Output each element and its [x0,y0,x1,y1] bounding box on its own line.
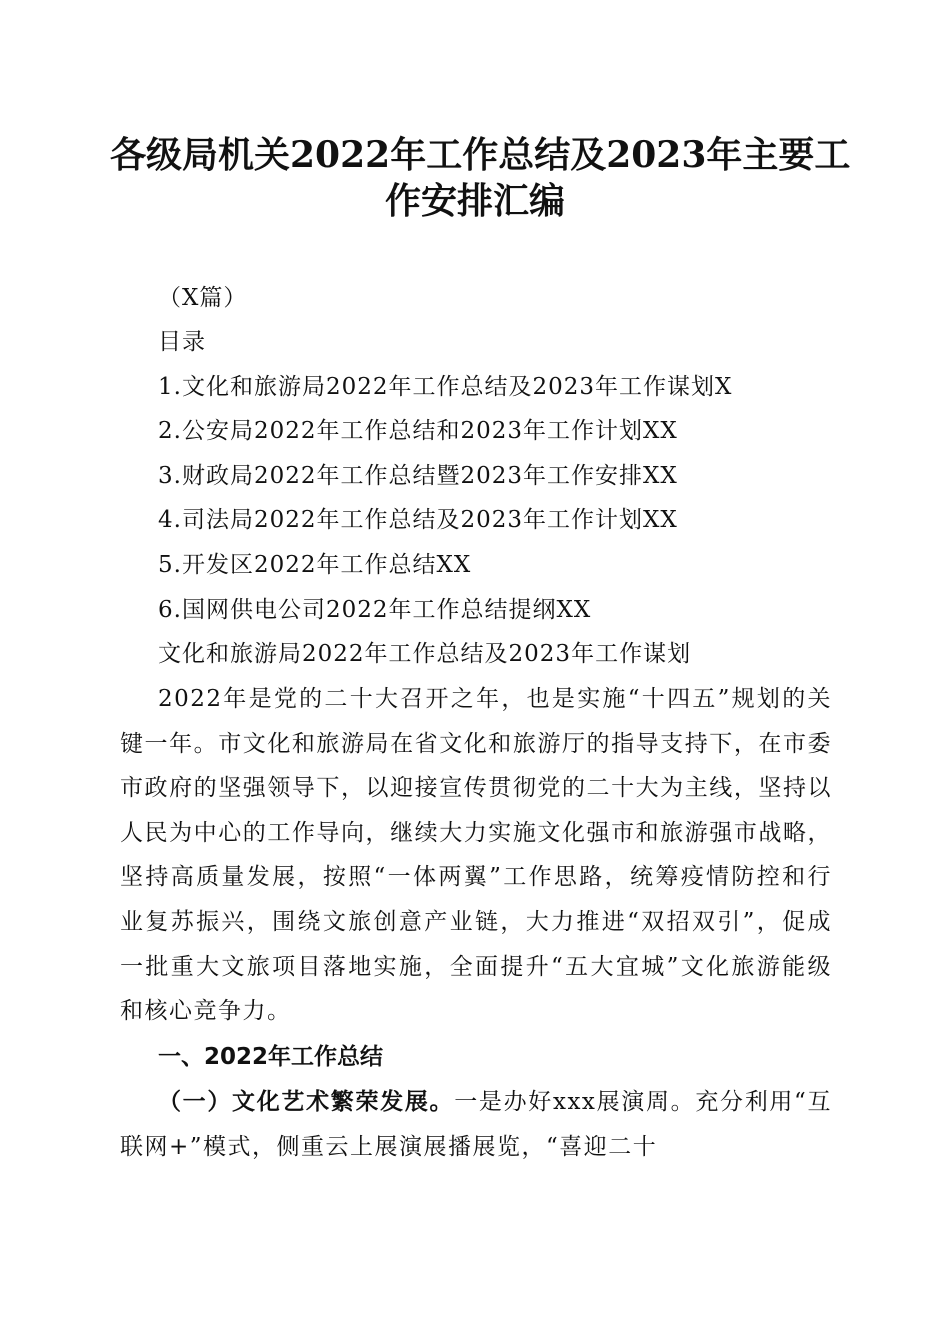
section-1-paragraph [120,1080,832,1169]
toc-item-2: 2.公安局2022年工作总结和2023年工作计划XX [158,418,678,444]
section-1-paragraph-text: 一是办好xxx展演周。充分利用“互联网+”模式，侧重云上展演展播展览，“喜迎二十 [120,1089,833,1160]
document-subtitle: （X篇） [158,285,248,311]
toc-item-3: 3.财政局2022年工作总结暨2023年工作安排XX [158,463,678,489]
toc-item-5: 5.开发区2022年工作总结XX [158,552,472,578]
toc-item-1: 1.文化和旅游局2022年工作总结及2023年工作谋划X [158,374,733,400]
intro-paragraph: 2022年是党的二十大召开之年，也是实施“十四五”规划的关键一年。市文化和旅游局在省文化和旅游厅的指导支持下，在市委市政府的坚强领导下，以迎接宣传贯彻党的二十大为主线，坚持以人民为中心的工作导向，继续大力实施文化强市和旅游强市战略，坚持高质量发展，按照“一体两翼”工作思路，统筹疫情防控和行业复苏振兴，围绕文旅创意产业链，大力推进“双招双引”，促成一批重大文旅项目落地实施，全面提升“五大宜城”文化旅游能级和核心竞争力。 [120,686,832,1025]
section-1-heading: 一、2022年工作总结 [158,1044,384,1070]
toc-item-4: 4.司法局2022年工作总结及2023年工作计划XX [158,507,678,533]
toc-item-6: 6.国网供电公司2022年工作总结提纲XX [158,597,592,623]
document-title-line-1: 各级局机关2022年工作总结及2023年主要工 [110,134,851,176]
document-title [110,132,851,224]
toc-heading: 目录 [158,329,206,355]
article-title: 文化和旅游局2022年工作总结及2023年工作谋划 [158,641,692,667]
section-1-paragraph-lead: （一）文化艺术繁荣发展。 [158,1088,455,1115]
document-title-line-2: 作安排汇编 [384,180,565,222]
